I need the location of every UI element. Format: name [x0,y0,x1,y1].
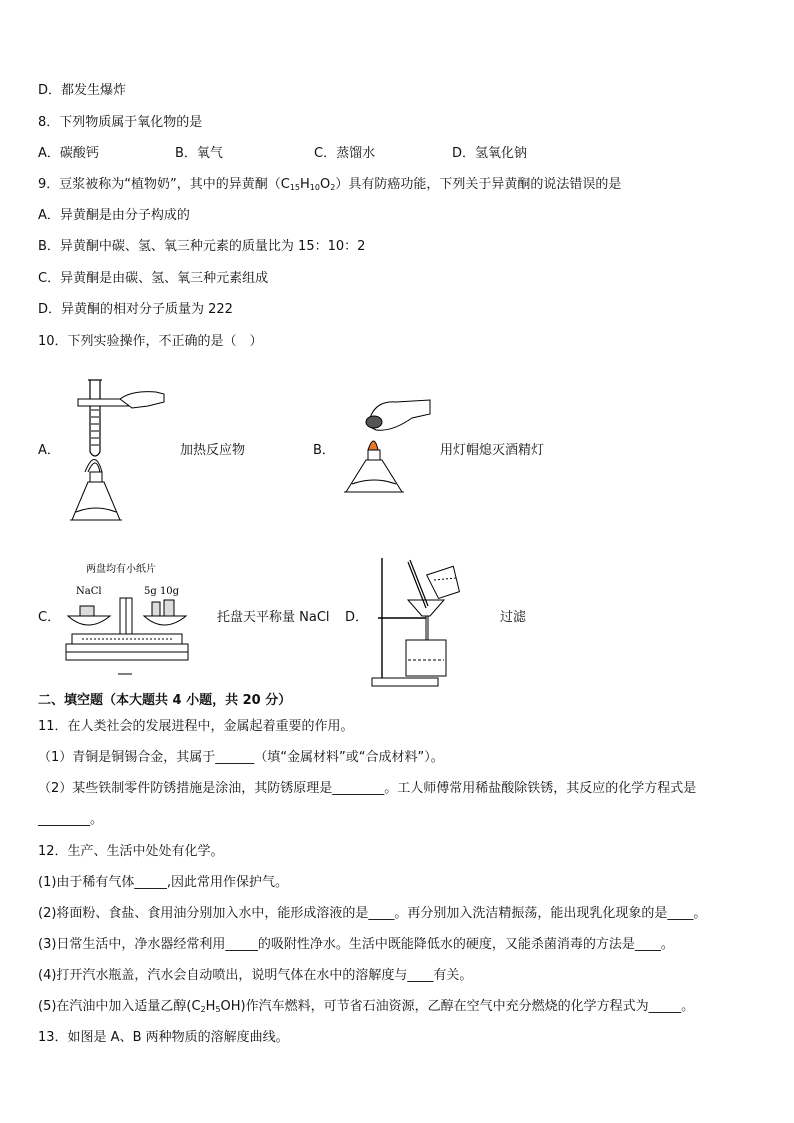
q12-part3: (3)日常生活中，净水器经常利用_____的吸附性净水。生活中既能降低水的硬度，又能杀菌消毒的方法是____。 [38,937,674,952]
q10-option-d-label: D． [345,610,369,625]
q10-stem: 10．下列实验操作，不正确的是（ ） [38,334,263,349]
balance-weights-label: 5g 10g [144,586,180,597]
q9-option-a: A．异黄酮是由分子构成的 [38,208,190,223]
q10-option-d-caption: 过滤 [500,610,527,625]
q10-option-c-caption: 托盘天平称量 NaCl [217,610,330,625]
q8-option-a: A．碳酸钙 [38,146,99,161]
q10-option-b-label: B． [313,443,335,458]
balance-note-label: 两盘均有小纸片 [86,564,156,575]
q11-part2-cont: ________。 [38,812,104,827]
q10-option-b-caption: 用灯帽熄灭酒精灯 [440,443,545,458]
q9-option-b: B．异黄酮中碳、氢、氧三种元素的质量比为 15：10：2 [38,239,366,254]
q11-part2: （2）某些铁制零件防锈措施是涂油，其防锈原理是________。工人师傅常用稀盐酸除铁锈，其反应的化学方程式是 [38,781,697,796]
q7-option-d: D．都发生爆炸 [38,83,127,98]
q10-option-a-caption: 加热反应物 [180,443,246,458]
q8-option-d: D．氢氧化钠 [452,146,528,161]
balance-nacl-label: NaCl [76,586,102,597]
section-heading: 二、填空题（本大题共 4 小题，共 20 分） [38,693,292,708]
q12-part1: (1)由于稀有气体_____,因此常用作保护气。 [38,875,289,890]
q8-option-c: C．蒸馏水 [314,146,376,161]
q10-option-c-label: C． [38,610,61,625]
q10-option-a-label: A． [38,443,60,458]
q9-stem: 9．豆浆被称为“植物奶”，其中的异黄酮$(C_{15}H_{10}O_2)$具有防癌功能，下列关于异黄酮的说法错误的是 [38,177,622,192]
alcohol-lamp-cap-figure [332,392,432,502]
q12-part2: (2)将面粉、食盐、食用油分别加入水中，能形成溶液的是____。再分别加入洗洁精振荡，能出现乳化现象的是____。 [38,906,707,921]
q12-part4: (4)打开汽水瓶盖，汽水会自动喷出，说明气体在水中的溶解度与____有关。 [38,968,473,983]
balance-scale-figure [62,558,197,676]
q12-stem: 12．生产、生活中处处有化学。 [38,844,224,859]
filtration-apparatus-figure [368,556,466,690]
q9-option-d: D．异黄酮的相对分子质量为 222 [38,302,233,317]
q8-stem: 8．下列物质属于氧化物的是 [38,115,203,130]
heating-apparatus-figure [60,372,175,540]
q11-stem: 11．在人类社会的发展进程中，金属起着重要的作用。 [38,719,354,734]
q8-option-b: B．氧气 [175,146,223,161]
q13-stem: 13．如图是 A、B 两种物质的溶解度曲线。 [38,1030,289,1045]
q12-part5: (5)在汽油中加入适量乙醇$(C_2H_5OH)$作汽车燃料，可节省石油资源，乙醇在空气中充分燃烧的化学方程式为_____。 [38,999,695,1014]
q11-part1: （1）青铜是铜锡合金，其属于______（填“金属材料”或“合成材料”）。 [38,750,444,765]
q9-option-c: C．异黄酮是由碳、氢、氧三种元素组成 [38,271,269,286]
